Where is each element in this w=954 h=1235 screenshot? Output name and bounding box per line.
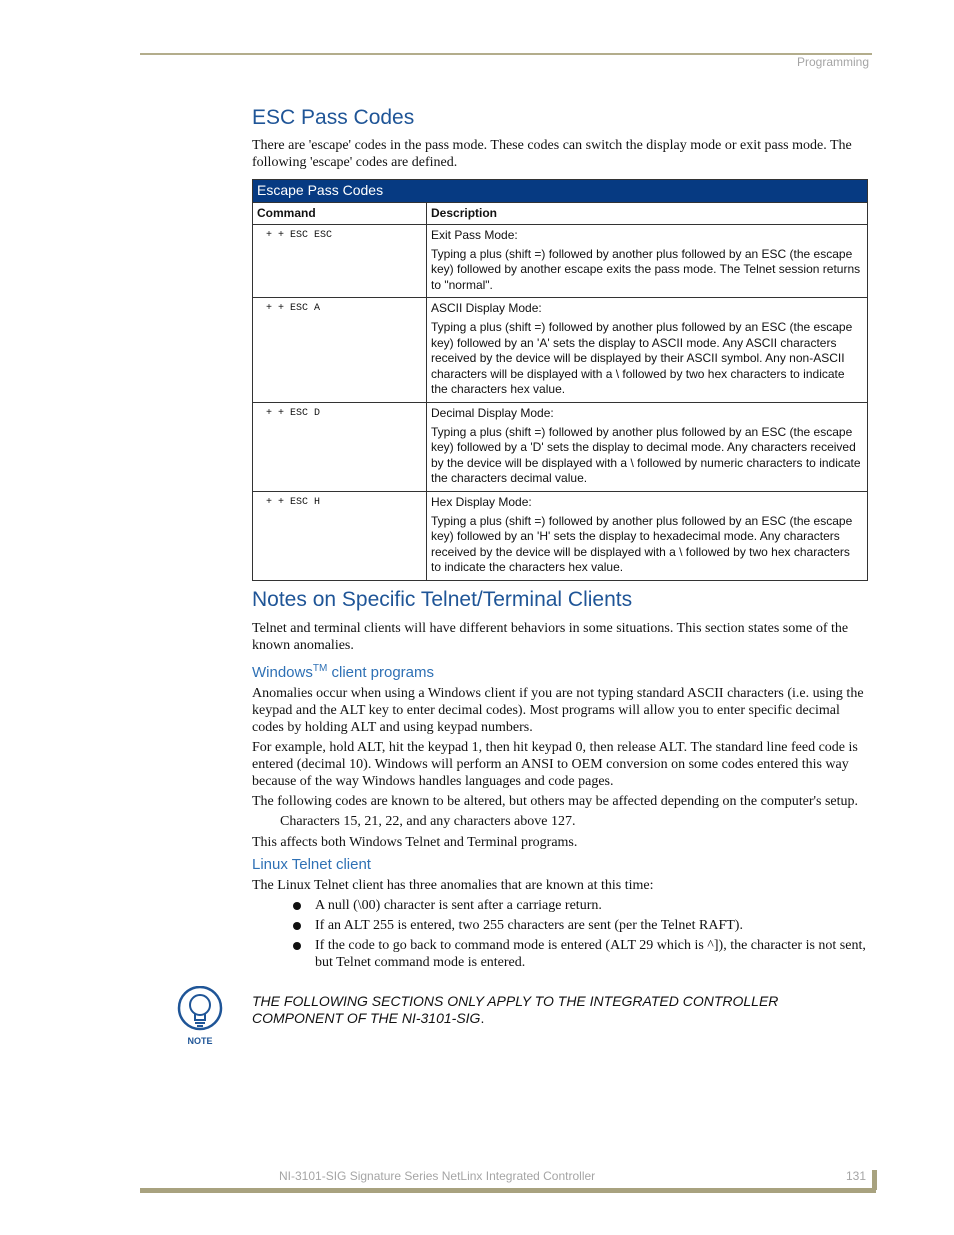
telnet-intro-paragraph: Telnet and terminal clients will have different behaviors in some situations. This section states some of the known anomalies. <box>252 620 849 653</box>
note-text <box>252 993 852 1027</box>
table-title: Escape Pass Codes <box>253 180 868 203</box>
description-title: Hex Display Mode: <box>431 494 532 509</box>
linux-intro-paragraph: The Linux Telnet client has three anomalies that are known at this time: <box>252 877 654 893</box>
footer-rule <box>140 1188 876 1193</box>
windows-characters-note: Characters 15, 21, 22, and any characters above 127. <box>280 813 576 829</box>
command-cell: + + ESC A <box>253 298 427 403</box>
description-text: Typing a plus (shift =) followed by another plus followed by an ESC (the escape key) followed by an 'H' sets the display to hexadecimal mode. Any characters received by the device will be displayed with a \ followed by two hex characters to indicate the characters hex value. <box>431 513 853 575</box>
esc-pass-codes-heading: ESC Pass Codes <box>252 106 415 129</box>
windows-client-heading <box>252 659 868 683</box>
escape-pass-codes-table <box>252 179 868 581</box>
windows-heading-rest: client programs <box>327 663 435 681</box>
note-icon-label: NOTE <box>187 1036 213 1046</box>
list-item: A null (\00) character is sent after a carriage return. <box>252 897 868 914</box>
description-title: Decimal Display Mode: <box>431 405 554 420</box>
note-line-2-wrapper <box>252 1010 852 1027</box>
command-cell: + + ESC ESC <box>253 225 427 298</box>
windows-paragraph-2: For example, hold ALT, hit the keypad 1, then hit keypad 0, then release ALT. The standard line feed code is entered (decimal 10). Windows will perform an ANSI to OEM conversion on some codes entered this way because of the way Windows handles languages and code pages. <box>252 739 858 789</box>
description-cell <box>427 298 868 403</box>
table-row <box>253 298 868 403</box>
header-rule <box>140 53 872 55</box>
table-row <box>253 402 868 491</box>
description-text: Typing a plus (shift =) followed by another plus followed by an ESC (the escape key) followed by a 'D' sets the display to decimal mode. Any characters received by the device will be displayed with a \ followed by numeric characters to indicate the characters decimal value. <box>431 424 861 486</box>
list-item: If the code to go back to command mode is entered (ALT 29 which is ^]), the character is not sent, but Telnet command mode is entered. <box>252 937 868 971</box>
windows-paragraph-1: Anomalies occur when using a Windows client if you are not typing standard ASCII characters (i.e. using the keypad and the ALT key to enter decimal codes). Most programs will allow you to enter specific decimal codes by holding ALT and using keypad numbers. <box>252 685 864 735</box>
description-title: ASCII Display Mode: <box>431 301 542 316</box>
note-line-1: THE FOLLOWING SECTIONS ONLY APPLY TO THE INTEGRATED CONTROLLER <box>252 993 779 1009</box>
column-header-command: Command <box>253 203 427 225</box>
description-text: Typing a plus (shift =) followed by another plus followed by an ESC (the escape key) followed by another escape exits the pass mode. The Telnet session returns to "normal". <box>431 246 861 292</box>
note-lightbulb-icon <box>176 986 224 1046</box>
note-line-2-period: . <box>480 1010 485 1026</box>
footer-tick <box>872 1170 877 1190</box>
description-cell <box>427 225 868 298</box>
windows-heading-main: Windows <box>252 663 313 681</box>
table-row <box>253 491 868 580</box>
column-header-description: Description <box>427 203 868 225</box>
telnet-clients-heading: Notes on Specific Telnet/Terminal Clients <box>252 587 633 611</box>
windows-paragraph-3: The following codes are known to be altered, but others may be affected depending on the computer's setup. <box>252 793 859 809</box>
linux-anomalies-list <box>252 897 868 971</box>
description-cell <box>427 491 868 580</box>
description-text: Typing a plus (shift =) followed by another plus followed by an ESC (the escape key) followed by an 'A' sets the display to ASCII mode. Any ASCII characters received by the device will be displayed by their ASCII symbol. Any non-ASCII characters will be displayed with a \ followed by two hex characters to indicate the characters hex value. <box>431 319 853 397</box>
description-title: Exit Pass Mode: <box>431 228 518 242</box>
command-cell: + + ESC H <box>253 491 427 580</box>
footer-page-number: 131 <box>846 1169 867 1183</box>
lightbulb-icon <box>176 986 224 1046</box>
footer-document-title: NI-3101-SIG Signature Series NetLinx Integrated Controller <box>279 1169 596 1183</box>
trademark-superscript: TM <box>312 662 328 674</box>
windows-paragraph-5: This affects both Windows Telnet and Terminal programs. <box>252 834 578 850</box>
list-item: If an ALT 255 is entered, two 255 characters are sent (per the Telnet RAFT). <box>252 917 868 934</box>
linux-client-heading: Linux Telnet client <box>252 855 371 873</box>
page-content <box>252 104 868 974</box>
note-line-2: COMPONENT OF THE NI-3101-SIG <box>252 1010 481 1026</box>
header-section-label: Programming <box>796 55 869 69</box>
command-cell: + + ESC D <box>253 402 427 491</box>
description-cell <box>427 402 868 491</box>
table-row <box>253 225 868 298</box>
esc-intro-paragraph: There are 'escape' codes in the pass mode. These codes can switch the display mode or exit pass mode. The following 'escape' codes are defined. <box>252 138 852 170</box>
